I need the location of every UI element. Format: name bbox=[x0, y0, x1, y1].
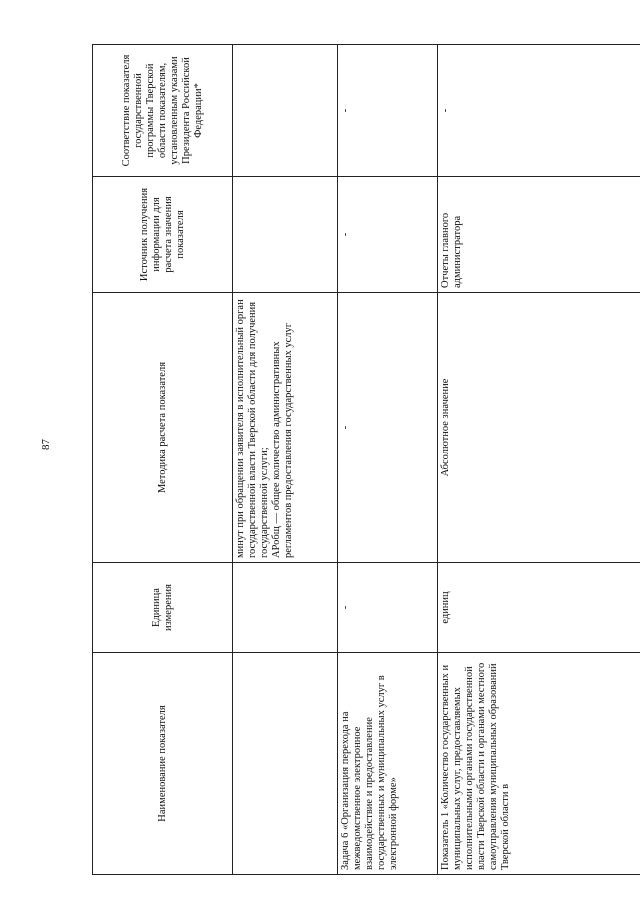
header-method: Методика расчета показателя bbox=[93, 293, 233, 563]
rotated-table-container bbox=[92, 45, 640, 875]
header-correspondence: Соответствие показателя государственной программы Тверской области показателям, установленным указами Президента Российской Федерации* bbox=[93, 45, 233, 177]
table-row bbox=[233, 45, 338, 875]
row-correspondence bbox=[233, 45, 338, 177]
table-row bbox=[438, 45, 640, 875]
row-unit: - bbox=[338, 563, 438, 653]
row-unit bbox=[233, 563, 338, 653]
header-unit: Единица измерения bbox=[93, 563, 233, 653]
page-number: 87 bbox=[40, 439, 52, 450]
row-source: - bbox=[338, 177, 438, 293]
row-method: Абсолютное значение bbox=[438, 293, 640, 563]
row-unit: единиц bbox=[438, 563, 640, 653]
row-name: Задача 6 «Организация перехода на межведомственное электронное взаимодействие и предоставление государственных и муниципальных услуг в электронной форме» bbox=[338, 653, 438, 875]
table-row bbox=[338, 45, 438, 875]
row-method: минут при обращении заявителя в исполнительный орган государственной власти Тверской области для получения государственной услуги; АРобщ — общее количество административных регламентов предоставления государственных услуг bbox=[233, 293, 338, 563]
header-name: Наименование показателя bbox=[93, 653, 233, 875]
row-method: - bbox=[338, 293, 438, 563]
row-source: Отчеты главного администратора bbox=[438, 177, 640, 293]
header-row bbox=[93, 45, 233, 875]
row-correspondence: - bbox=[338, 45, 438, 177]
header-source: Источник получения информации для расчета значения показателя bbox=[93, 177, 233, 293]
row-correspondence: - bbox=[438, 45, 640, 177]
row-name: Показатель 1 «Количество государственных и муниципальных услуг, предоставляемых исполнительными органами государственной власти Тверской области и органами местного самоуправления муниципальных образований Тверской области в bbox=[438, 653, 640, 875]
indicator-table bbox=[92, 44, 640, 875]
row-source bbox=[233, 177, 338, 293]
row-name bbox=[233, 653, 338, 875]
